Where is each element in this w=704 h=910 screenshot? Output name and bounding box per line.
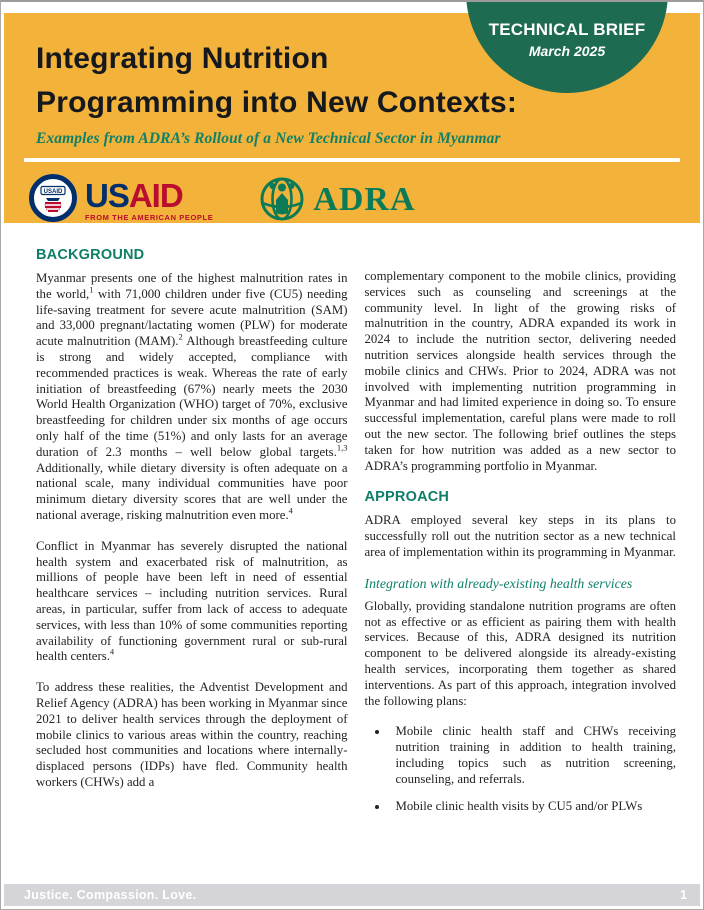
- background-paragraph-continuation: complementary component to the mobile clinics, providing services such as counseling and screenings at the community level. In light of the growing risks of malnutrition in the country, ADRA expanded its work in 2024 to include the nutrition sector, delivering needed nutrition services alongside health services through the mobile clinics and CHWs. Prior to 2024, ADRA was not involved with implementing nutrition programming in Myanmar and had limited experience in doing so. To ensure successful implementation, careful plans were made to roll out the new sector. The following brief outlines the steps taken for how nutrition was added as a new sector to ADRA’s programming portfolio in Myanmar.: [364, 269, 676, 473]
- integration-paragraph: Globally, providing standalone nutrition programs are often not as effective or as efficient as pairing them with health services. Because of this, ADRA designed its nutrition component to be delivered alongside its already-existing health services, incorporating them together as shared interventions. As part of this approach, integration involved the following plans:: [364, 598, 676, 708]
- document-body: [1, 223, 703, 825]
- document-subtitle: Examples from ADRA’s Rollout of a New Technical Sector in Myanmar: [36, 130, 501, 147]
- approach-paragraph: ADRA employed several key steps in its plans to successfully roll out the nutrition sector as a new technical area of implementation within its programming in Myanmar.: [364, 513, 676, 559]
- background-paragraph-2: Conflict in Myanmar has severely disrupted the national health system and exacerbated risk of malnutrition, as millions of people have been left in need of essential healthcare services – including nutrition services. Rural areas, in particular, suffer from lack of access to adequate services, with less than 10% of some communities reporting availability of functioning government rural or sub-rural health centers.$^4$: [36, 538, 348, 664]
- logo-row: [28, 174, 700, 226]
- background-heading: BACKGROUND: [36, 247, 145, 263]
- header-divider: [24, 158, 680, 162]
- usaid-seal-icon: [28, 173, 78, 228]
- footer-tagline: Justice. Compassion. Love.: [24, 888, 197, 902]
- page-number: 1: [680, 888, 687, 902]
- background-paragraph-1: Myanmar presents one of the highest malnutrition rates in the world,$^1$ with 71,000 children under five (CU5) needing life-saving treatment for severe acute malnutrition (SAM) and 33,000 pregnant/lactating women (PLW) for moderate acute malnutrition (MAM).$^2$ Although breastfeeding culture is strong and widely accepted, compliance with recommended practices is weak. Whereas the rate of early initiation of breastfeeding (67%) nearly meets the 2030 World Health Organization (WHO) target of 70%, exclusive breastfeeding for children under six months of age occurs only half of the time (51%) and only lasts for an average duration of 2.3 months – well below global targets.$^{1,3}$ Additionally, while dietary diversity is often adequate on a national scale, many individual communities have poor minimum dietary diversity scores that are well under the national average, risking malnutrition even more.$^4$: [36, 271, 348, 522]
- page-footer: [4, 884, 700, 906]
- integration-plan-list: [365, 724, 677, 814]
- list-item: • Mobile clinic health staff and CHWs receiving nutrition training in addition to health training, including topics such as nutrition screening, counseling, and referrals.: [389, 724, 677, 787]
- usaid-tagline: FROM THE AMERICAN PEOPLE: [85, 212, 214, 222]
- header-banner: [4, 13, 700, 223]
- approach-heading: APPROACH: [364, 489, 450, 506]
- usaid-wordmark-aid: AID: [128, 176, 183, 214]
- document-title-line1: Integrating Nutrition: [36, 42, 329, 75]
- integration-subheading: Integration with already-existing health services: [364, 575, 633, 591]
- right-column: [365, 247, 677, 825]
- usaid-logo: [28, 173, 213, 228]
- svg-text:USAID: USAID: [43, 188, 63, 195]
- badge-title: TECHNICAL BRIEF: [488, 20, 646, 39]
- badge-date: March 2025: [528, 43, 606, 59]
- usaid-wordmark: [85, 176, 214, 222]
- adra-wordmark: ADRA: [313, 181, 416, 218]
- list-item: • Mobile clinic health visits by CU5 and/or PLWs: [389, 799, 677, 815]
- background-paragraph-3: To address these realities, the Adventist Development and Relief Agency (ADRA) has been working in Myanmar since 2021 to deliver health services through the deployment of mobile clinics to various areas within the country, reaching secluded host communities and locations where internally-displaced persons (IDPs) have fled. Community health workers (CHWs) add a: [36, 680, 348, 789]
- adra-logo: [257, 173, 415, 228]
- adra-globe-icon: [257, 173, 307, 228]
- usaid-wordmark-us: US: [85, 176, 129, 214]
- left-column: [36, 247, 348, 825]
- document-title-line2: Programming into New Contexts:: [36, 86, 518, 119]
